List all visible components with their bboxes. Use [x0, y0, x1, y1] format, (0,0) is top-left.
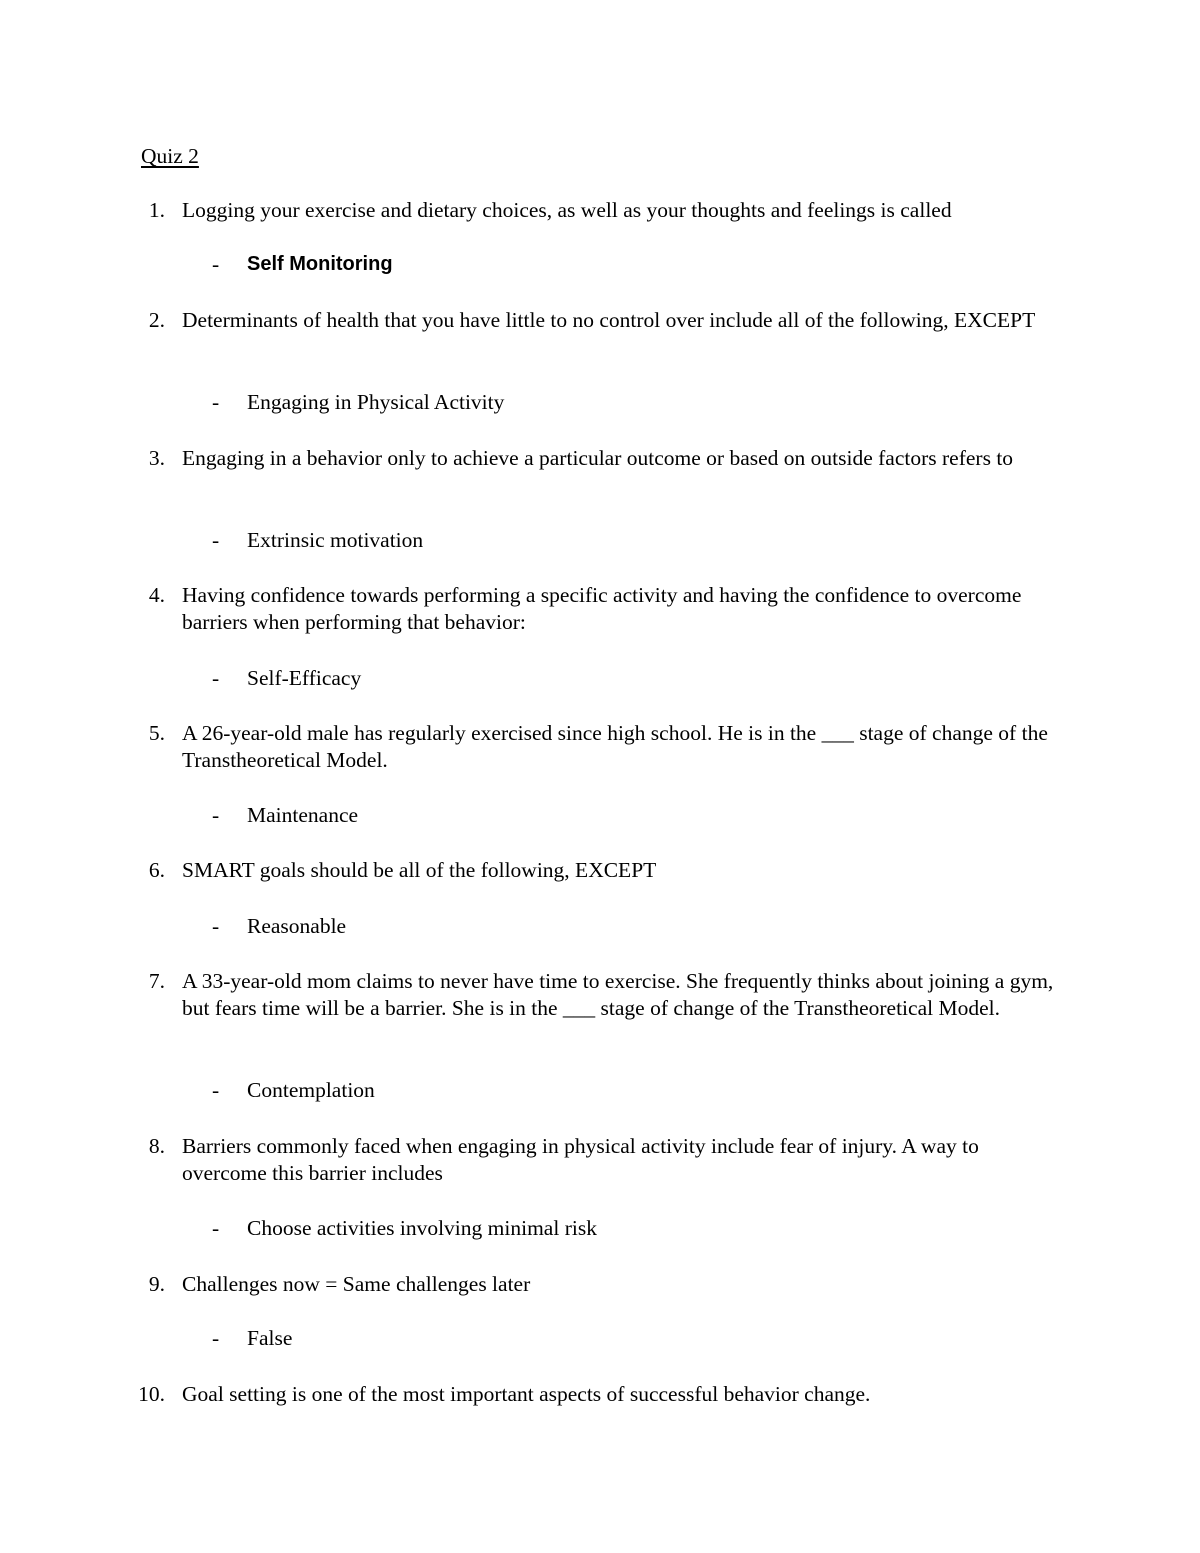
question-number: 3. [148, 446, 165, 470]
answer-text: Self Monitoring [247, 253, 393, 275]
question-text: Having confidence towards performing a specific activity and having the confidence to overcome barriers when performing that behavior: [182, 583, 1022, 634]
answer-text: Contemplation [247, 1078, 375, 1102]
question-text: A 33-year-old mom claims to never have time to exercise. She frequently thinks about joining a gym, but fears time will be a barrier. She is in the ___ stage of change of the Transtheoretical Model. [182, 969, 1054, 1020]
question-number: 4. [148, 583, 165, 607]
question-number: 9. [148, 1272, 165, 1296]
question-number: 5. [148, 721, 165, 745]
answer-dash: - [212, 1216, 220, 1240]
question-number: 1. [148, 198, 165, 222]
question-text: Barriers commonly faced when engaging in physical activity include fear of injury. A way to overcome this barrier includes [182, 1134, 979, 1185]
answer-text: Reasonable [247, 914, 347, 938]
answer-dash: - [212, 1326, 220, 1350]
question-text: Challenges now = Same challenges later [182, 1272, 531, 1296]
answer-text: Choose activities involving minimal risk [247, 1216, 597, 1240]
question-number: 6. [148, 858, 165, 882]
answer-dash: - [212, 803, 220, 827]
question-text: Goal setting is one of the most important aspects of successful behavior change. [182, 1382, 871, 1406]
answer-text: Self-Efficacy [247, 666, 362, 690]
question-text: SMART goals should be all of the following, EXCEPT [182, 858, 657, 882]
answer-dash: - [212, 1078, 220, 1102]
answer-dash: - [212, 914, 220, 938]
question-text: Determinants of health that you have little to no control over include all of the following, EXCEPT [182, 308, 1036, 332]
question-number: 10. [138, 1382, 165, 1406]
quiz-title: Quiz 2 [141, 144, 199, 168]
answer-text: Extrinsic motivation [247, 528, 424, 552]
question-number: 8. [148, 1134, 165, 1158]
answer-text: Engaging in Physical Activity [247, 390, 505, 414]
answer-text: False [247, 1326, 293, 1350]
question-number: 2. [148, 308, 165, 332]
answer-text: Maintenance [247, 803, 359, 827]
answer-dash: - [212, 390, 220, 414]
question-number: 7. [148, 969, 165, 993]
answer-dash: - [212, 528, 220, 552]
question-text: Engaging in a behavior only to achieve a particular outcome or based on outside factors refers to [182, 446, 1014, 470]
question-text: A 26-year-old male has regularly exercised since high school. He is in the ___ stage of change of the Transtheoretical Model. [182, 721, 1048, 772]
answer-dash: - [212, 666, 220, 690]
question-text: Logging your exercise and dietary choices, as well as your thoughts and feelings is called [182, 198, 952, 222]
answer-dash: - [212, 252, 220, 276]
